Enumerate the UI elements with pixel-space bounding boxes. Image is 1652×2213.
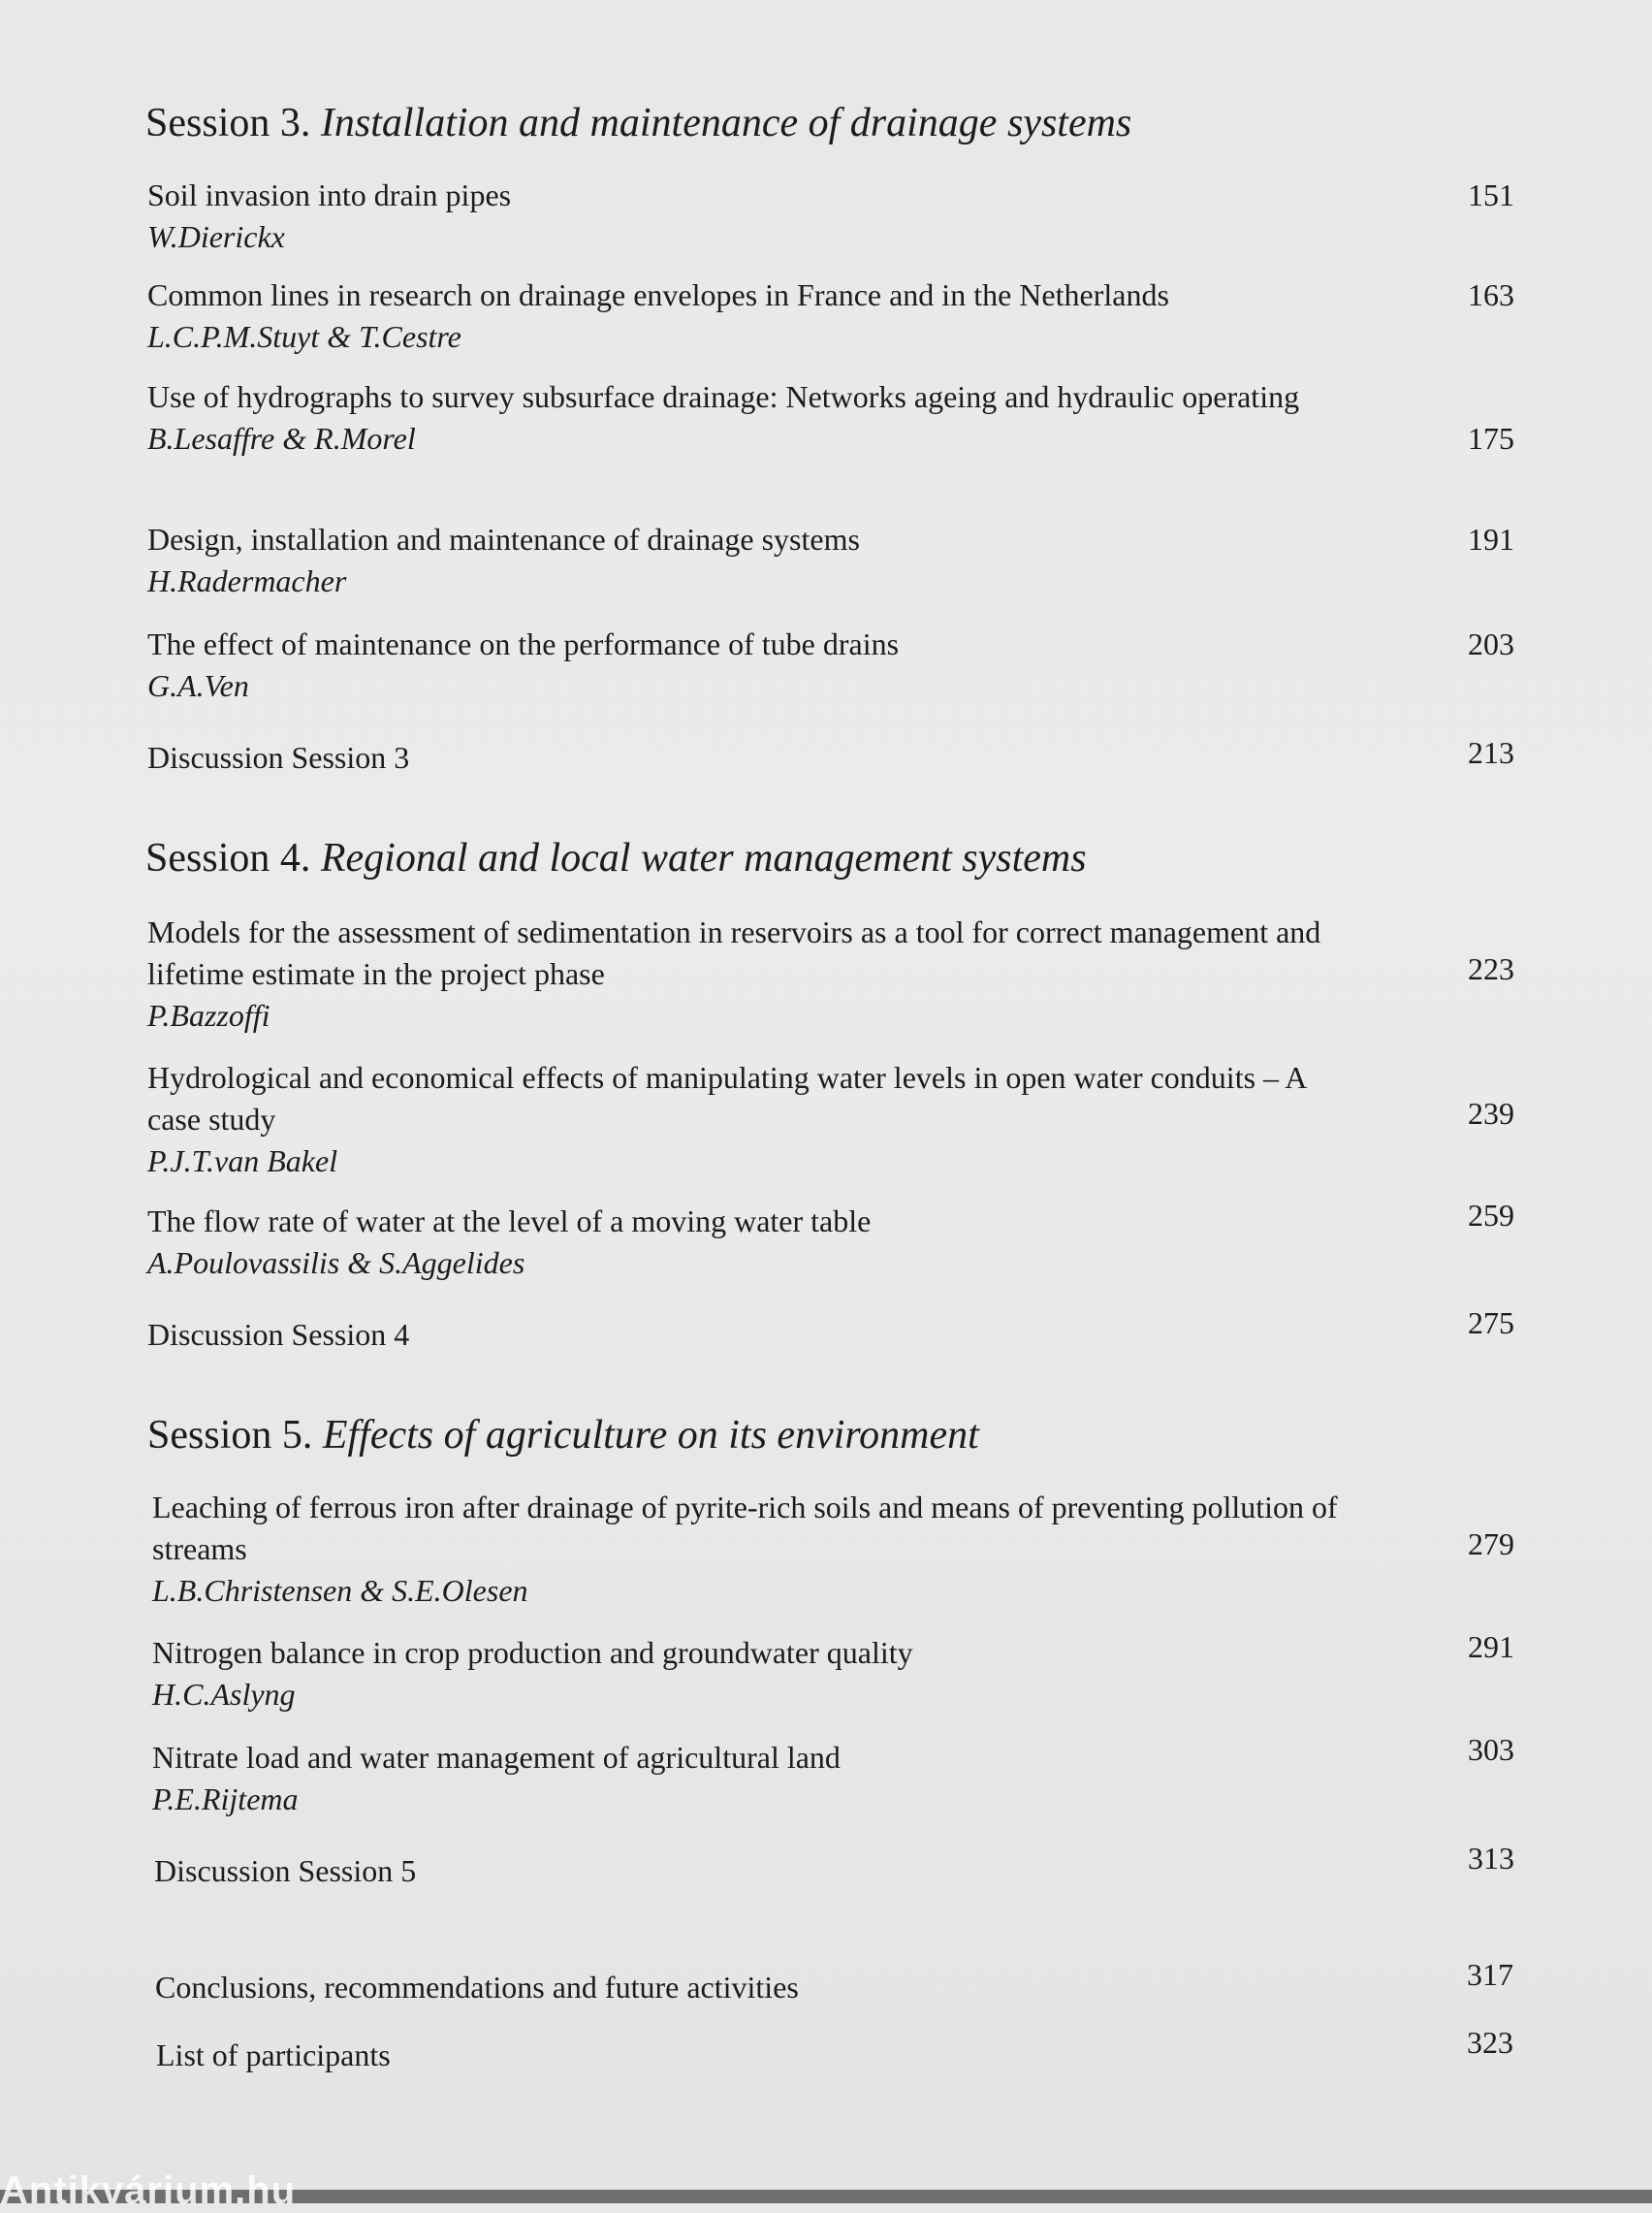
entry-title: Use of hydrographs to survey subsurface drainage: Networks ageing and hydraulic operating [147, 379, 1300, 414]
entry-page: 317 [1467, 1957, 1513, 1992]
toc-entry [147, 1057, 1524, 1182]
entry-page: 303 [1468, 1732, 1514, 1767]
toc-entry [152, 1732, 1529, 1820]
entry-authors: H.Radermacher [147, 563, 347, 598]
toc-entry [154, 1841, 1531, 1892]
toc-entry [152, 1629, 1529, 1716]
entry-authors: W.Dierickx [147, 219, 285, 254]
entry-page: 275 [1468, 1305, 1514, 1340]
entry-page: 313 [1468, 1841, 1514, 1876]
entry-title: The effect of maintenance on the performance of tube drains [147, 626, 900, 661]
entry-title: Discussion Session 5 [154, 1853, 417, 1888]
session-3-heading [145, 99, 1131, 147]
entry-title: Design, installation and maintenance of drainage systems [147, 522, 860, 557]
entry-title: Common lines in research on drainage envelopes in France and in the Netherlands [147, 277, 1169, 312]
entry-title: The flow rate of water at the level of a moving water table [147, 1203, 872, 1238]
entry-page: 163 [1468, 277, 1514, 312]
entry-authors: G.A.Ven [147, 668, 249, 703]
entry-title: Models for the assessment of sedimentation in reservoirs as a tool for correct management and lifetime estimate in the project phase [147, 914, 1321, 991]
session-5-heading [147, 1411, 979, 1459]
entry-page: 151 [1468, 177, 1514, 212]
toc-entry [147, 737, 1524, 779]
entry-title: Nitrate load and water management of agricultural land [152, 1740, 841, 1775]
session-5-title: Effects of agriculture on its environment [322, 1413, 979, 1458]
entry-authors: A.Poulovassilis & S.Aggelides [147, 1245, 525, 1280]
entry-authors: L.C.P.M.Stuyt & T.Cestre [147, 319, 461, 354]
entry-title: Discussion Session 4 [147, 1317, 410, 1352]
entry-title: Hydrological and economical effects of manipulating water levels in open water conduits – A case study [147, 1060, 1306, 1137]
toc-entry [147, 912, 1524, 1037]
entry-title: Conclusions, recommendations and future activities [155, 1970, 799, 2005]
entry-page: 191 [1468, 522, 1514, 557]
entry-page: 203 [1468, 626, 1514, 661]
session-3-title: Installation and maintenance of drainage systems [320, 101, 1132, 145]
entry-authors: H.C.Aslyng [152, 1677, 296, 1712]
entry-title: List of participants [156, 2037, 391, 2072]
watermark: Antikvárium.hu [0, 2169, 297, 2212]
entry-authors: P.E.Rijtema [152, 1781, 299, 1816]
session-5-label: Session 5. [147, 1413, 313, 1458]
toc-entry [147, 376, 1524, 460]
toc-entry [147, 274, 1524, 358]
entry-title: Soil invasion into drain pipes [147, 177, 512, 212]
entry-title: Discussion Session 3 [147, 740, 410, 775]
toc-entry [155, 1957, 1532, 2008]
entry-title: Nitrogen balance in crop production and groundwater quality [152, 1635, 913, 1670]
entry-page: 259 [1468, 1198, 1514, 1233]
entry-authors: L.B.Christensen & S.E.Olesen [152, 1573, 528, 1608]
toc-entry [152, 1487, 1529, 1612]
entry-page: 323 [1467, 2025, 1513, 2060]
entry-page: 291 [1468, 1629, 1514, 1664]
entry-title: Leaching of ferrous iron after drainage of pyrite-rich soils and means of preventing pollution of streams [152, 1490, 1338, 1566]
entry-page: 175 [1468, 421, 1514, 456]
session-4-label: Session 4. [145, 836, 311, 881]
toc-entry [147, 1305, 1524, 1356]
session-4-heading [145, 834, 1087, 882]
entry-authors: P.Bazzoffi [147, 998, 270, 1033]
toc-entry [147, 624, 1524, 707]
entry-page: 239 [1468, 1096, 1514, 1131]
entry-page: 223 [1468, 951, 1514, 986]
entry-page: 213 [1468, 735, 1514, 770]
entry-authors: B.Lesaffre & R.Morel [147, 421, 416, 456]
entry-page: 279 [1468, 1526, 1514, 1561]
toc-entry [147, 175, 1524, 258]
session-4-title: Regional and local water management systems [320, 836, 1087, 881]
session-3-label: Session 3. [145, 101, 311, 145]
toc-entry [147, 1198, 1524, 1284]
toc-entry [156, 2025, 1533, 2076]
entry-authors: P.J.T.van Bakel [147, 1143, 338, 1178]
toc-entry [147, 519, 1524, 602]
